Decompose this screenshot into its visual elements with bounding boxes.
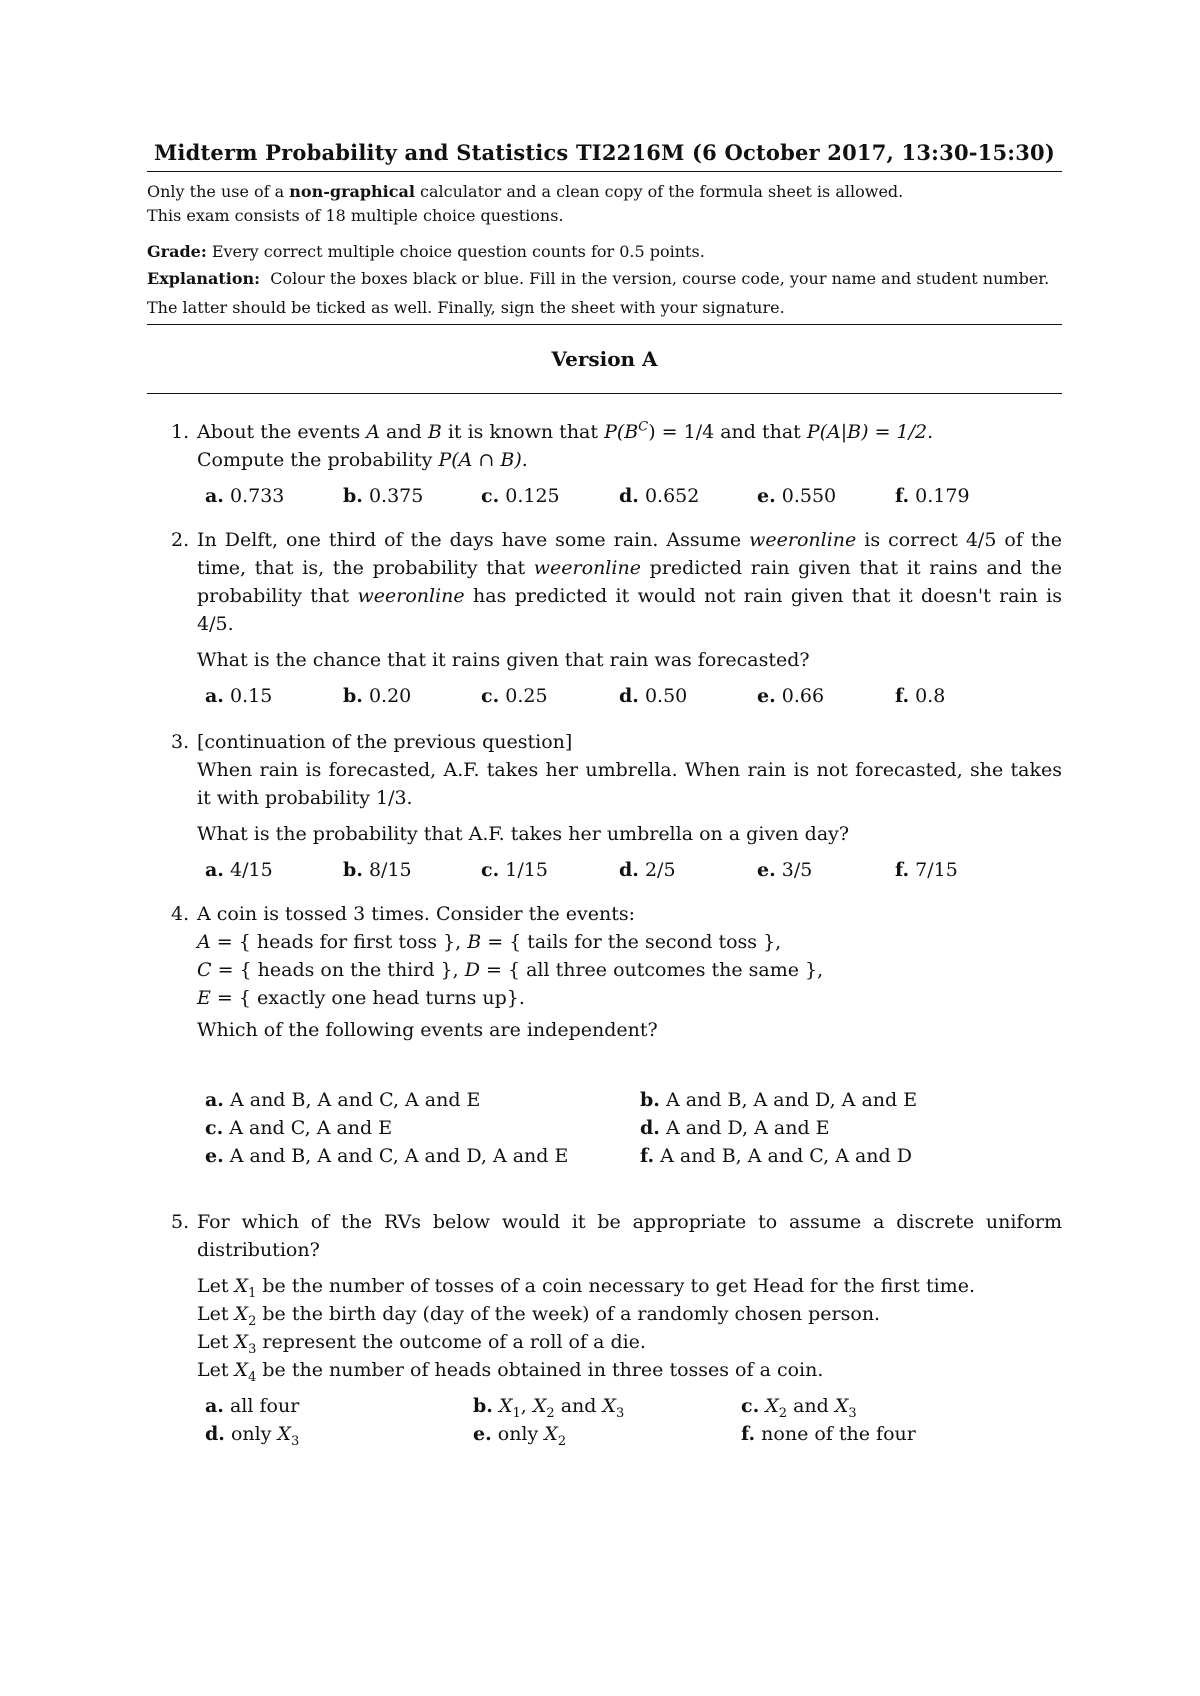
rv-text: be the number of tosses of a coin necessary to get Head for the first time. (256, 1275, 975, 1297)
math-var: X (498, 1395, 513, 1417)
question-prompt: What is the probability that A.F. takes her umbrella on a given day? (197, 823, 850, 845)
answer-value: 3/5 (781, 859, 813, 881)
math-sub: 2 (557, 1433, 567, 1449)
question-text: For which of the RVs below would it be appropriate to assume a discrete uniform distribution? (197, 1211, 1062, 1261)
question-text (197, 526, 1062, 638)
answer-option-c[interactable] (205, 1114, 640, 1142)
math-sub: 2 (248, 1313, 257, 1329)
question-prompt: What is the chance that it rains given that rain was forecasted? (197, 649, 810, 671)
answer-value: 0.125 (505, 485, 560, 507)
answer-option-b[interactable]: b. $X_1$, $X_2$ and $X_3$ (473, 1395, 625, 1421)
question-text: [continuation of the previous question] (197, 731, 573, 753)
question-prompt: Which of the following events are independent? (197, 1019, 658, 1041)
event-text: = { heads on the third }, (211, 959, 465, 981)
text: predicted rain given that it rains and the probability that (197, 557, 1062, 607)
math-var: X (234, 1331, 249, 1353)
answer-option-d[interactable] (619, 856, 757, 884)
text: and (787, 1395, 835, 1417)
answer-option-d[interactable] (640, 1114, 1040, 1142)
answer-option-a[interactable] (205, 856, 343, 884)
text: only (230, 1423, 278, 1445)
answer-option-f[interactable] (640, 1142, 1040, 1170)
answer-label: d. (640, 1117, 660, 1139)
answer-option-c[interactable] (481, 856, 619, 884)
math-var: X (234, 1303, 249, 1325)
answer-label: b. (473, 1395, 493, 1417)
answer-value: 0.8 (915, 685, 946, 707)
answer-label: c. (481, 859, 500, 881)
math-sub: 3 (291, 1433, 300, 1449)
text: and (554, 1395, 603, 1417)
math-var: A (366, 421, 381, 443)
text: only (497, 1423, 545, 1445)
answer-value: 0.179 (915, 485, 970, 507)
answer-value: 0.15 (229, 685, 273, 707)
answer-option-c[interactable] (481, 682, 619, 710)
explanation-text: Colour the boxes black or blue. Fill in the version, course code, your name and student number. The latter should be ticked as well. Finally, sign the sheet with your signature. (147, 269, 1050, 317)
answer-value: none of the four (761, 1423, 916, 1445)
answer-option-e[interactable] (757, 682, 895, 710)
answer-label: f. (741, 1423, 756, 1445)
math-expr: ) = 1/4 and that (648, 421, 807, 443)
question-list (147, 418, 1062, 1448)
answer-label: e. (473, 1423, 492, 1445)
math-var: D (464, 959, 480, 981)
math-var: X (602, 1395, 617, 1417)
answer-value: 4/15 (229, 859, 273, 881)
rv-definition (197, 1356, 1062, 1384)
rv-definition (197, 1328, 1062, 1356)
calculator-rule-bold: non-graphical (289, 182, 415, 201)
answer-label: d. (619, 685, 639, 707)
answer-label: f. (895, 685, 910, 707)
answer-option-f[interactable] (741, 1420, 1001, 1448)
event-definitions (197, 984, 1062, 1012)
answer-option-d[interactable] (619, 482, 757, 510)
math-var: E (197, 987, 211, 1009)
event-text: = { tails for the second toss }, (481, 931, 782, 953)
rv-text: be the birth day (day of the week) of a randomly chosen person. (256, 1303, 881, 1325)
answer-options (197, 682, 1062, 710)
answer-value: A and D, A and E (665, 1117, 830, 1139)
answer-options (197, 1086, 1062, 1170)
answer-option-b[interactable] (343, 482, 481, 510)
answer-option-a[interactable] (205, 1086, 640, 1114)
math-var: X (834, 1395, 849, 1417)
math-var: C (197, 959, 212, 981)
math-var: A (197, 931, 211, 953)
text: has predicted it would not rain given that it doesn't rain is 4/5. (197, 585, 1062, 635)
question-4 (147, 900, 1062, 1170)
text: and (380, 421, 428, 443)
answer-value: 0.733 (229, 485, 285, 507)
answer-label: c. (205, 1117, 224, 1139)
answer-option-a[interactable] (205, 482, 343, 510)
answer-value: 7/15 (915, 859, 958, 881)
rv-text: represent the outcome of a roll of a die. (256, 1331, 646, 1353)
math-sub: 1 (248, 1285, 257, 1301)
answer-option-a[interactable] (205, 682, 343, 710)
answer-options (197, 1392, 1062, 1448)
answer-option-e[interactable] (205, 1142, 640, 1170)
text: Let (197, 1359, 235, 1381)
math-var: B (427, 421, 442, 443)
answer-option-b[interactable] (640, 1086, 1040, 1114)
text: Let (197, 1275, 235, 1297)
question-count: This exam consists of 18 multiple choice questions. (147, 206, 564, 225)
answer-option-e[interactable] (757, 482, 895, 510)
answer-value: 0.66 (781, 685, 825, 707)
question-3 (147, 728, 1062, 884)
question-1 (147, 418, 1062, 510)
answer-value: A and B, A and C, A and E (229, 1089, 481, 1111)
calculator-rule-text-end: calculator and a clean copy of the formula sheet is allowed. (414, 182, 904, 201)
explanation-label: Explanation: (147, 269, 261, 288)
math-var: X (277, 1423, 292, 1445)
answer-label: e. (205, 1145, 224, 1167)
text: Compute the probability (197, 449, 439, 471)
calculator-rule-text: Only the use of a (147, 182, 290, 201)
question-text (197, 446, 1062, 474)
answer-value: A and B, A and D, A and E (665, 1089, 918, 1111)
answer-option-e[interactable] (473, 1420, 741, 1448)
event-text: = { exactly one head turns up}. (210, 987, 525, 1009)
math-sub: 1 (512, 1405, 521, 1421)
answer-value: 0.652 (644, 485, 700, 507)
answer-label: d. (619, 859, 639, 881)
math-expr: P(A ∩ B). (438, 449, 528, 471)
answer-label: a. (205, 1395, 224, 1417)
math-var: B (467, 931, 482, 953)
answer-label: b. (343, 859, 363, 881)
answer-option-d[interactable] (619, 682, 757, 710)
answer-option-c[interactable] (481, 482, 619, 510)
answer-label: a. (205, 685, 224, 707)
answer-value: 2/5 (644, 859, 676, 881)
question-2 (147, 526, 1062, 710)
question-number: 5. (171, 1211, 190, 1233)
grade-label: Grade: (147, 242, 207, 261)
answer-label: d. (205, 1423, 225, 1445)
math-var: X (544, 1423, 558, 1445)
answer-option-f[interactable] (895, 682, 1033, 710)
answer-label: b. (640, 1089, 660, 1111)
answer-option-b[interactable] (343, 682, 481, 710)
text: Let (197, 1331, 235, 1353)
text: In Delft, one third of the days have some rain. Assume (197, 529, 750, 551)
math-expr: P(A|B) = 1/2. (806, 421, 934, 443)
math-var: X (532, 1395, 547, 1417)
question-number: 1. (171, 421, 190, 443)
answer-label: b. (343, 685, 363, 707)
calculator-rule (147, 180, 1062, 204)
text: Let (197, 1303, 235, 1325)
answer-label: c. (481, 485, 500, 507)
answer-options (197, 856, 1062, 884)
event-definitions (197, 928, 1062, 956)
answer-value: 0.550 (781, 485, 837, 507)
answer-value: 0.20 (368, 685, 412, 707)
answer-value: 0.375 (368, 485, 424, 507)
answer-label: a. (205, 859, 224, 881)
answer-label: a. (205, 485, 224, 507)
rv-text: be the number of heads obtained in three tosses of a coin. (256, 1359, 824, 1381)
math-var: X (234, 1359, 249, 1381)
exam-title: Midterm Probability and Statistics TI2216M (6 October 2017, 13:30-15:30) (147, 140, 1062, 172)
answer-option-f[interactable] (895, 482, 1033, 510)
question-number: 4. (171, 903, 190, 925)
answer-options (197, 482, 1062, 510)
version-heading: Version A (147, 325, 1062, 394)
event-text: = { heads for first toss }, (210, 931, 468, 953)
event-definitions (197, 956, 1062, 984)
answer-label: f. (895, 859, 910, 881)
answer-label: e. (757, 485, 776, 507)
exam-page (147, 140, 1062, 1448)
grade-rule (147, 240, 1062, 264)
explanation (147, 264, 1062, 325)
emphasis: weeronline (533, 557, 641, 579)
answer-option-d[interactable] (205, 1420, 473, 1448)
math-sub: 4 (248, 1369, 257, 1385)
math-sub: 3 (616, 1405, 625, 1421)
answer-option-c[interactable] (741, 1392, 1001, 1420)
answer-option-a[interactable] (205, 1392, 473, 1420)
math-expr: P(B (604, 421, 639, 443)
answer-value: A and B, A and C, A and D, A and E (229, 1145, 569, 1167)
answer-label: c. (481, 685, 500, 707)
exam-instructions (147, 180, 1062, 325)
math-sub: 2 (546, 1405, 555, 1421)
math-sub: 2 (778, 1405, 788, 1421)
math-sub: 3 (248, 1341, 257, 1357)
answer-value: 0.25 (505, 685, 548, 707)
answer-value: all four (229, 1395, 300, 1417)
emphasis: weeronline (357, 585, 465, 607)
question-text: When rain is forecasted, A.F. takes her umbrella. When rain is not forecasted, she takes it with probability 1/3. (197, 759, 1062, 809)
answer-option-f[interactable] (895, 856, 1033, 884)
answer-label: b. (343, 485, 363, 507)
text: is correct 4/5 of the time, that is, the probability that (197, 529, 1062, 579)
math-sup: C (638, 419, 649, 435)
answer-value: 0.50 (644, 685, 688, 707)
answer-label: f. (640, 1145, 655, 1167)
event-text: = { all three outcomes the same }, (479, 959, 824, 981)
answer-option-e[interactable] (757, 856, 895, 884)
text: About the events (197, 421, 367, 443)
answer-value: A and B, A and C, A and D (660, 1145, 912, 1167)
answer-label: c. (741, 1395, 760, 1417)
answer-label: e. (757, 859, 776, 881)
answer-label: f. (895, 485, 910, 507)
answer-option-b[interactable] (343, 856, 481, 884)
answer-value: A and C, A and E (229, 1117, 393, 1139)
answer-value: 1/15 (505, 859, 548, 881)
emphasis: weeronline (749, 529, 857, 551)
text: it is known that (441, 421, 605, 443)
math-var: X (765, 1395, 779, 1417)
answer-value: 8/15 (368, 859, 412, 881)
answer-label: a. (205, 1089, 224, 1111)
question-text: A coin is tossed 3 times. Consider the events: (197, 903, 635, 925)
rv-definition (197, 1300, 1062, 1328)
answer-label: d. (619, 485, 639, 507)
math-var: X (234, 1275, 249, 1297)
question-5 (147, 1208, 1062, 1448)
rv-definition (197, 1272, 1062, 1300)
question-number: 2. (171, 529, 190, 551)
question-number: 3. (171, 731, 190, 753)
math-sub: 3 (848, 1405, 857, 1421)
answer-label: e. (757, 685, 776, 707)
question-text (197, 418, 1062, 446)
grade-text: Every correct multiple choice question counts for 0.5 points. (211, 242, 705, 261)
